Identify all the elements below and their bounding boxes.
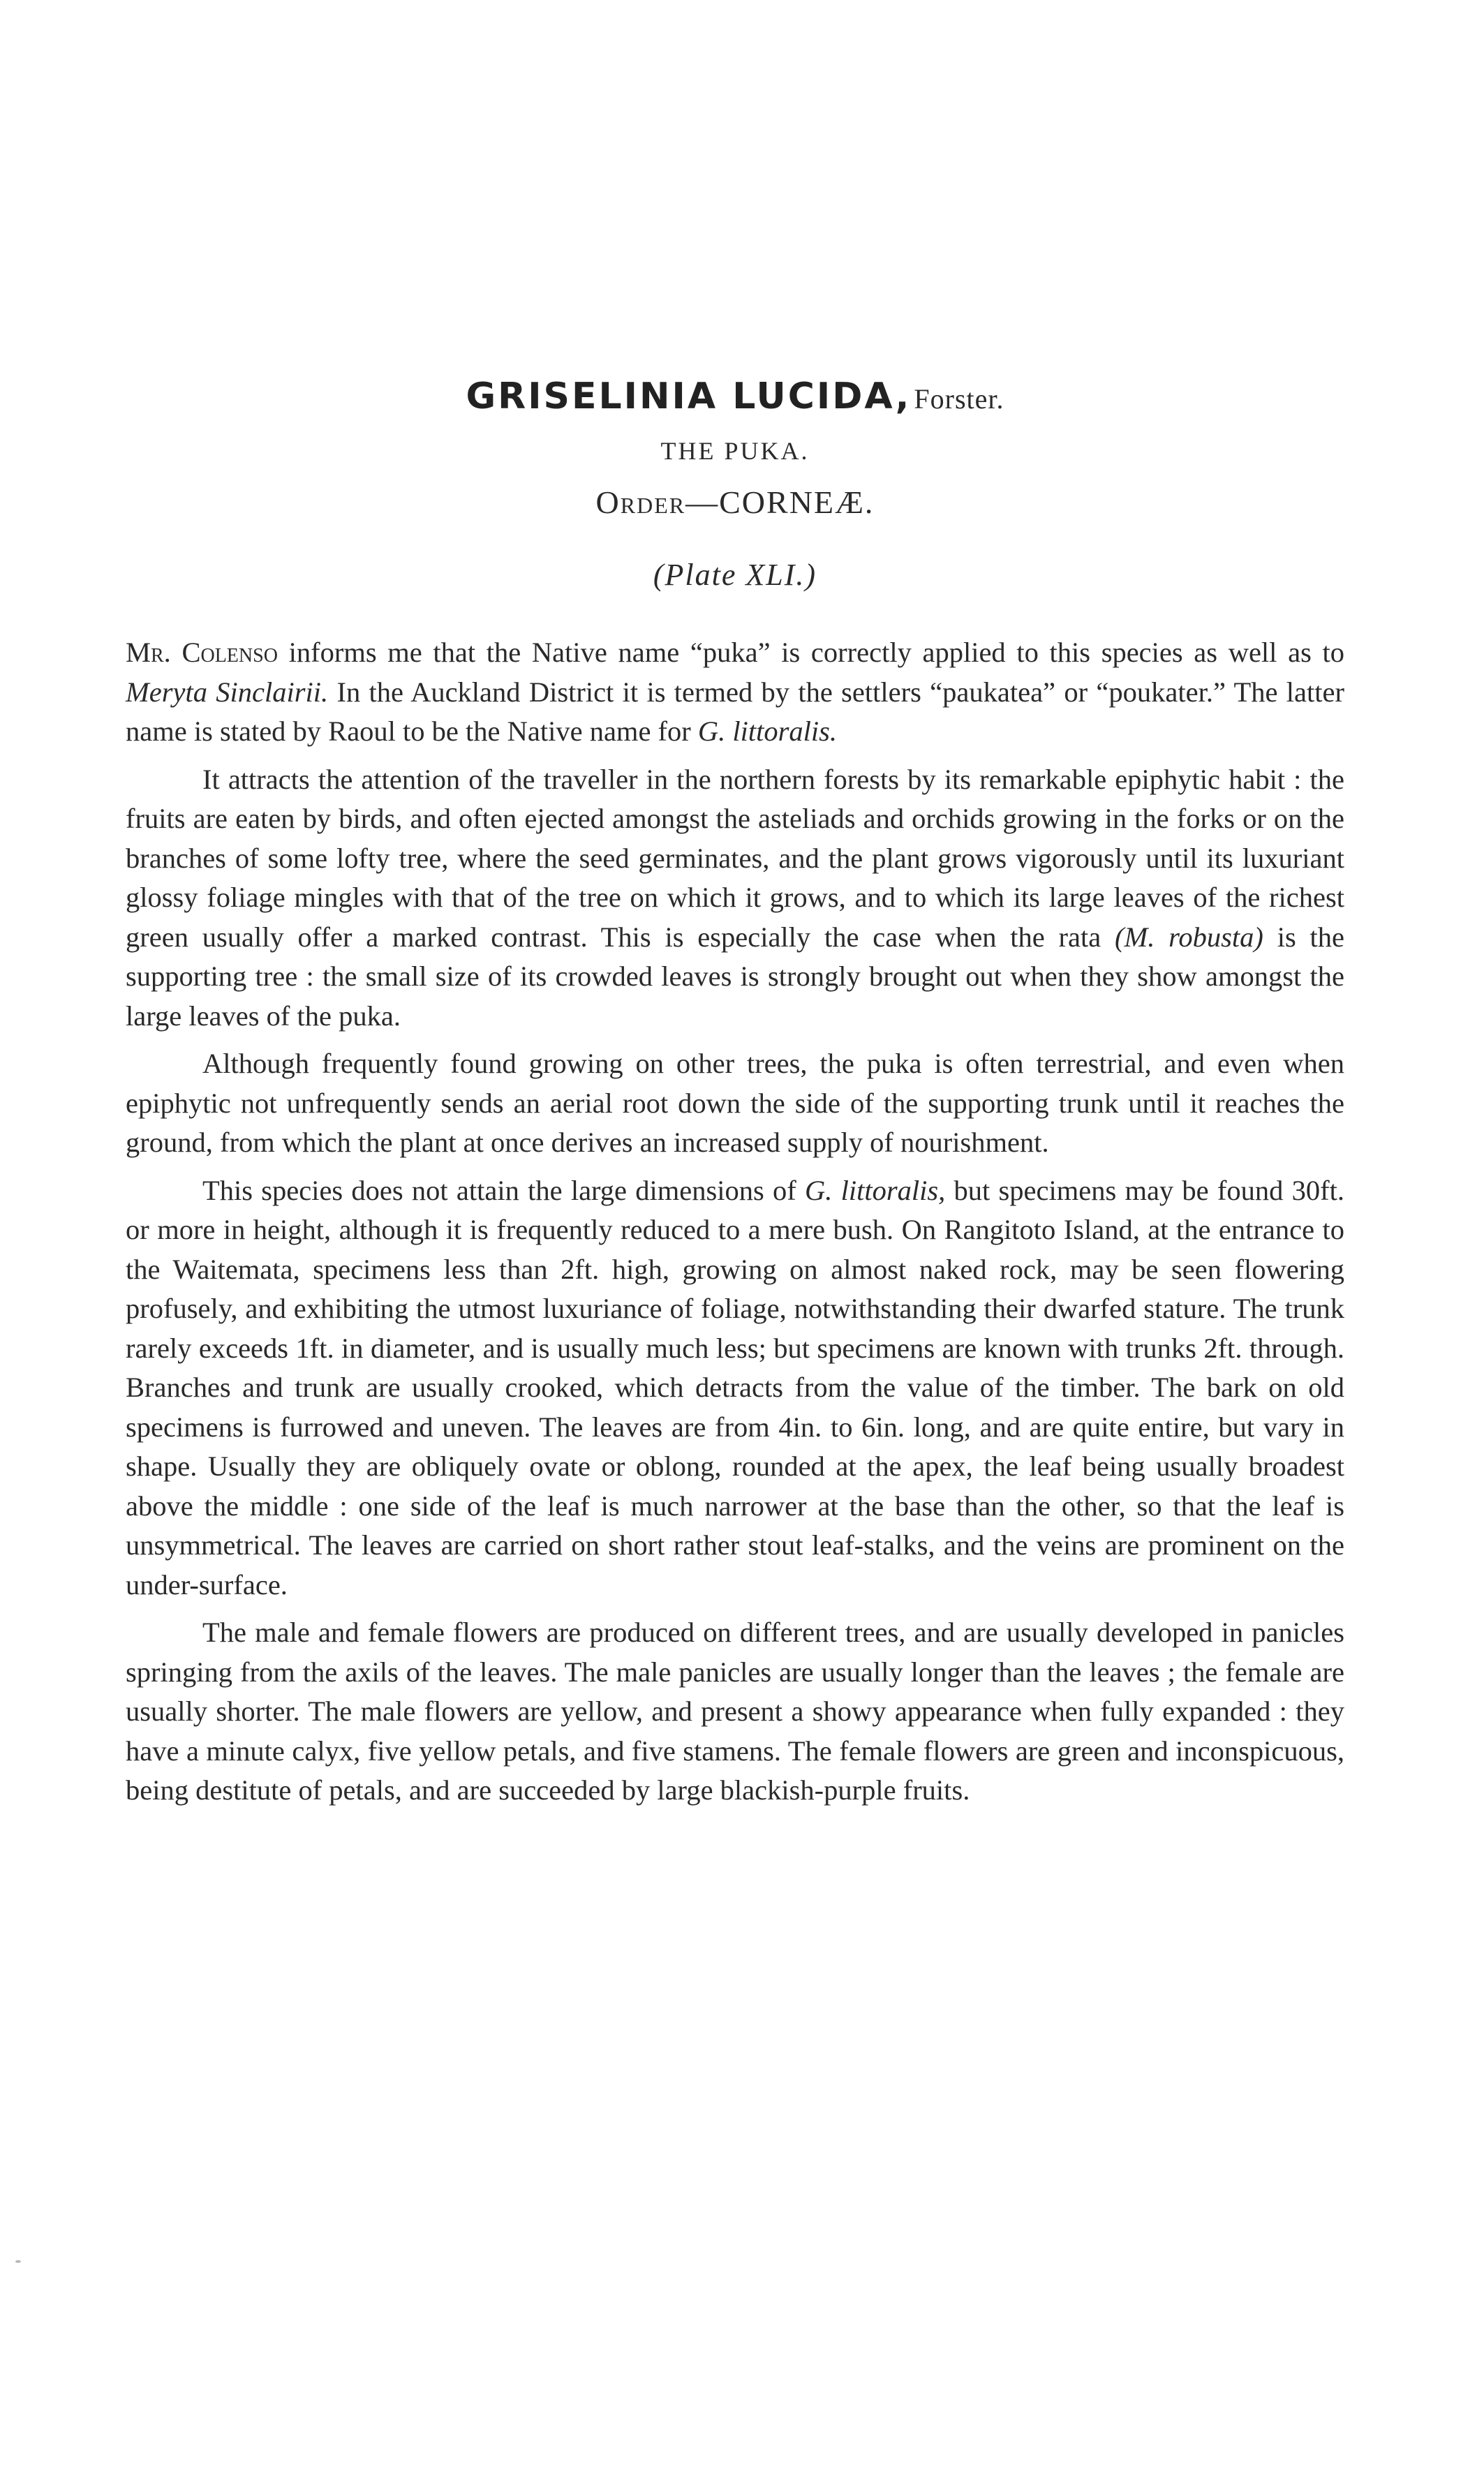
paragraph-2 [126, 760, 1344, 1037]
paragraph-5 [126, 1613, 1344, 1811]
document-page [126, 377, 1344, 1819]
paragraph-3 [126, 1044, 1344, 1163]
text-span: but specimens may be found 30ft. or more in height, although it is frequently reduced to a mere bush. On Rangitoto Island, at the entrance to the Waitemata, specimens less than 2ft. high, growing on almost naked rock, may be seen flowering profusely, and exhibiting the utmost luxuriance of foliage, notwithstanding their dwarfed stature. The trunk rarely exceeds 1ft. in diameter, and is usually much less; but specimens are known with trunks 2ft. through. Branches and trunk are usually crooked, which detracts from the value of the timber. The bark on old specimens is furrowed and uneven. The leaves are from 4in. to 6in. long, and are quite entire, but vary in shape. Usually they are obliquely ovate or oblong, rounded at the apex, the leaf being usually broadest above the middle : one side of the leaf is much narrower at the base than the other, so that the leaf is unsymmetrical. The leaves are carried on short rather stout leaf-stalks, and the veins are prominent on the under-surface. [126, 1174, 1344, 1601]
text-span: This species does not attain the large dimensions of [202, 1174, 805, 1206]
scan-speck [15, 2260, 21, 2263]
paragraph-4 [126, 1171, 1344, 1605]
species-reference: G. littoralis. [697, 715, 838, 748]
common-name: THE PUKA. [660, 437, 810, 466]
text-span: In the Auckland District it is termed by the settlers “paukatea” or “poukater.” The latter name is stated by Raoul to be the Native name for [126, 676, 1344, 748]
text-span: The male and female flowers are produced on different trees, and are usually developed in panicles springing from the axils of the leaves. The male panicles are usually longer than the leaves ; the female are usually shorter. The male flowers are yellow, and present a showy appearance when fully expanded : they have a minute calyx, five yellow petals, and five stamens. The female flowers are green and inconspicuous, being destitute of petals, and are succeeded by large blackish-purple fruits. [126, 1617, 1344, 1806]
order-name: CORNEÆ. [719, 484, 875, 521]
text-span: Although frequently found growing on other trees, the puka is often terrestrial, and even when epiphytic not unfrequently sends an aerial root down the side of the supporting trunk until it reaches the ground, from which the plant at once derives an increased supply of nourishment. [126, 1048, 1344, 1159]
species-reference: G. littoralis, [805, 1174, 946, 1206]
plate-reference: (Plate XLI.) [653, 558, 817, 593]
text-span: It attracts the attention of the traveller in the northern forests by its remarkable epiphytic habit : the fruits are eaten by birds, and often ejected amongst the asteliads and orchids growing in the forks or on the branches of some lofty tree, where the seed germinates, and the plant grows vigorously until its luxuriant glossy foliage mingles with that of the tree on which it grows, and to which its large leaves of the richest green usually offer a marked contrast. This is especially the case when the rata [126, 763, 1344, 953]
species-title: GRISELINIA LUCIDA, [466, 376, 912, 417]
order-line [126, 484, 1344, 521]
order-label: Order [595, 484, 686, 521]
author-name: Mr. Colenso [126, 637, 278, 669]
species-author: Forster. [914, 383, 1004, 415]
text-span: informs me that the Native name “puka” is correctly applied to this species as well as to [277, 637, 1344, 669]
order-dash: — [685, 484, 720, 521]
species-reference: (M. robusta) [1115, 921, 1263, 953]
text-span: is the supporting tree : the small size of its crowded leaves is strongly brought out when they show amongst the large leaves of the puka. [126, 921, 1344, 1032]
paragraph-1 [126, 633, 1344, 752]
species-reference: Meryta Sinclairii. [126, 676, 329, 708]
species-heading [126, 377, 1344, 417]
